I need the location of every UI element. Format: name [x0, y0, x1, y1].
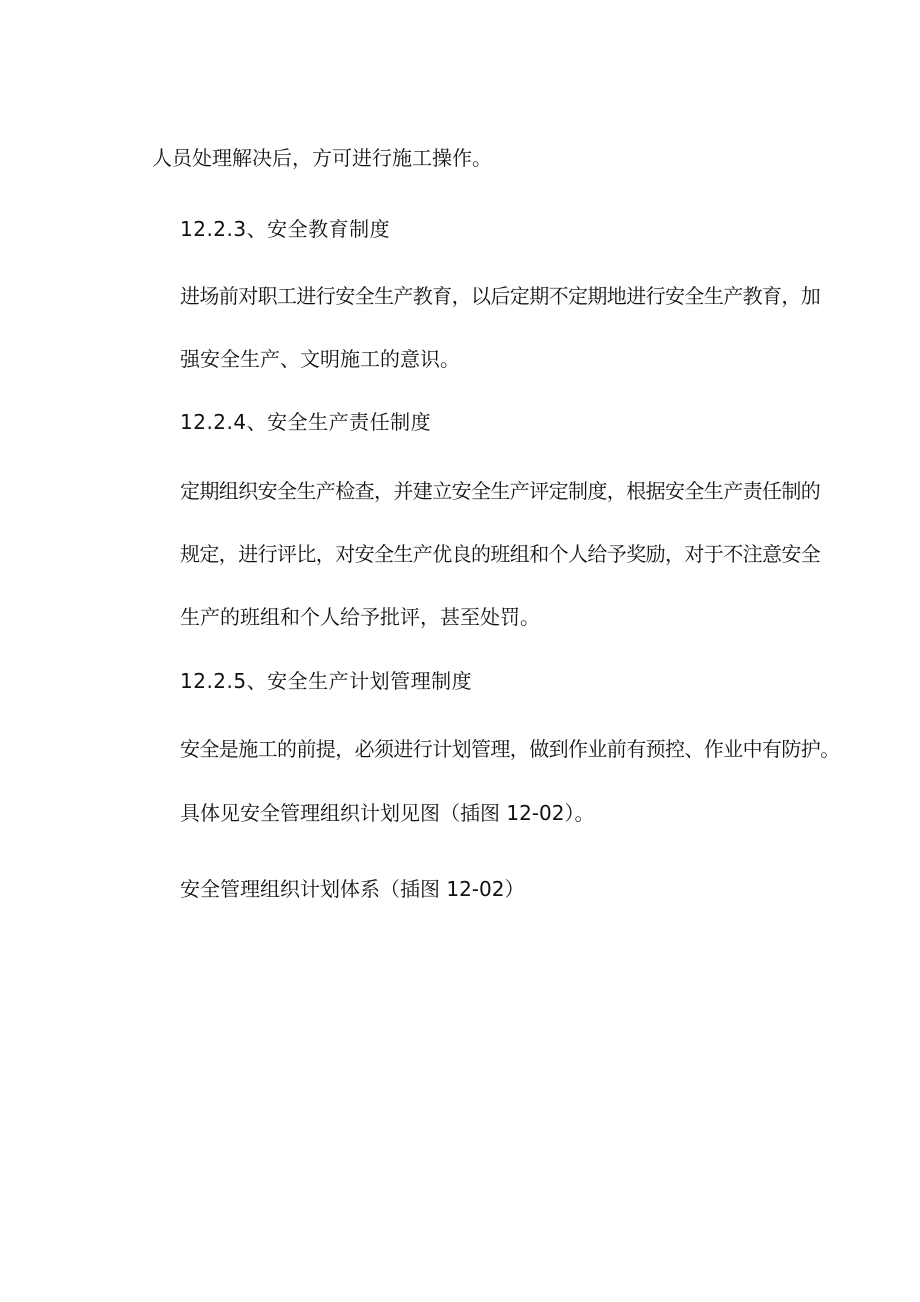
paragraph-continuation: 人员处理解决后，方可进行施工操作。: [152, 146, 492, 170]
paragraph-responsibility-line-2: 规定，进行评比，对安全生产优良的班组和个人给予奖励，对于不注意安全: [180, 542, 821, 566]
paragraph-safety-education-line-2: 强安全生产、文明施工的意识。: [180, 347, 460, 371]
section-heading-12-2-4: 12.2.4、安全生产责任制度: [180, 410, 432, 434]
figure-caption: 安全管理组织计划体系（插图 12-02）: [180, 877, 525, 901]
paragraph-responsibility-line-3: 生产的班组和个人给予批评，甚至处罚。: [180, 605, 540, 629]
paragraph-responsibility-line-1: 定期组织安全生产检查，并建立安全生产评定制度，根据安全生产责任制的: [180, 479, 821, 503]
paragraph-safety-education-line-1: 进场前对职工进行安全生产教育，以后定期不定期地进行安全生产教育，加: [180, 284, 821, 308]
section-heading-12-2-5: 12.2.5、安全生产计划管理制度: [180, 669, 473, 693]
section-heading-12-2-3: 12.2.3、安全教育制度: [180, 217, 391, 241]
paragraph-plan-management-line-2: 具体见安全管理组织计划见图（插图 12-02）。: [180, 801, 595, 825]
paragraph-plan-management-line-1: 安全是施工的前提，必须进行计划管理，做到作业前有预控、作业中有防护。: [180, 737, 840, 761]
